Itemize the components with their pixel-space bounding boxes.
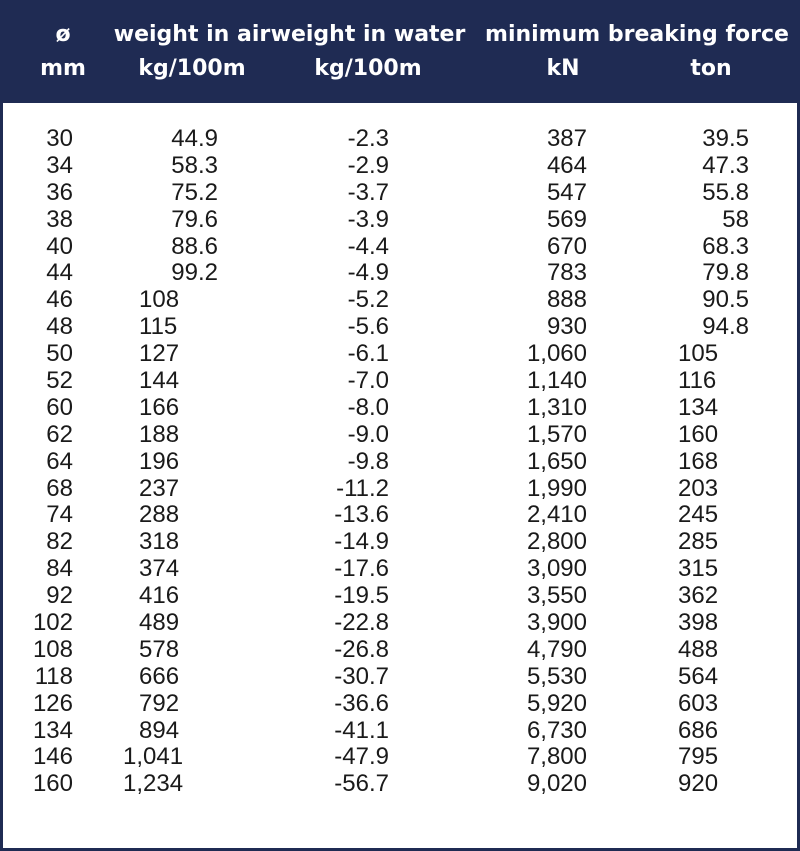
header-mbf [484,18,790,52]
cell-mbf-kn: 1,310 [526,393,587,421]
cell-weight-water: -36.6 [334,689,389,717]
cell-mbf-kn: 1,990 [526,474,587,502]
cell-weight-air: 237 [139,474,180,502]
cell-mbf-ton: 795 [678,743,719,771]
table-row [3,609,797,636]
cell-diameter: 60 [46,393,73,421]
cell-diameter: 38 [46,205,73,233]
cell-mbf-ton: 105 [678,340,719,368]
header-mbf-kn-unit: kN [546,56,580,81]
cell-weight-water: -5.6 [347,313,389,341]
cell-mbf-ton: 603 [678,689,719,717]
table-row [3,340,797,367]
cell-diameter: 50 [46,340,73,368]
cell-mbf-ton: 94.8 [702,313,749,341]
cell-mbf-ton: 920 [678,770,719,798]
cell-weight-water: -56.7 [334,770,389,798]
table-row [3,501,797,528]
cell-mbf-ton: 58 [722,205,749,233]
cell-mbf-kn: 7,800 [526,743,587,771]
cell-weight-water: -47.9 [334,743,389,771]
table-row [3,394,797,421]
table-row [3,770,797,797]
cell-weight-air: 108 [139,286,180,314]
cell-diameter: 34 [46,151,73,179]
cell-weight-water: -11.2 [336,474,389,502]
cell-mbf-kn: 9,020 [526,770,587,798]
cell-weight-air: 127 [139,340,180,368]
cell-mbf-kn: 1,140 [526,367,587,395]
cell-mbf-ton: 564 [678,662,719,690]
header-weight-air [97,18,287,86]
cell-weight-water: -26.8 [334,635,389,663]
cell-weight-air: 88.6 [171,232,218,260]
cell-mbf-kn: 5,920 [526,689,587,717]
cell-weight-air: 578 [139,635,180,663]
cell-mbf-kn: 2,410 [526,501,587,529]
cell-mbf-ton: 315 [678,555,719,583]
cell-diameter: 48 [46,313,73,341]
cell-weight-water: -3.7 [347,178,389,206]
table-row [3,367,797,394]
table-row [3,421,797,448]
cell-weight-water: -19.5 [334,582,389,610]
cell-mbf-ton: 398 [678,609,719,637]
cell-weight-air: 58.3 [171,151,218,179]
cell-weight-water: -5.2 [347,286,389,314]
cell-diameter: 84 [46,555,73,583]
cell-mbf-ton: 116 [678,367,717,395]
cell-mbf-kn: 4,790 [526,635,587,663]
cell-mbf-kn: 6,730 [526,716,587,744]
cell-weight-air: 1,234 [123,770,184,798]
cell-mbf-kn: 2,800 [526,528,587,556]
header-mbf-ton [671,52,751,86]
cell-diameter: 118 [34,662,73,690]
table-row [3,286,797,313]
cell-weight-air: 144 [139,367,180,395]
cell-weight-water: -3.9 [347,205,389,233]
cell-mbf-kn: 1,650 [526,447,587,475]
cell-weight-water: -2.3 [347,125,389,152]
cell-mbf-kn: 888 [546,286,587,314]
cell-weight-water: -13.6 [334,501,389,529]
cell-diameter: 36 [46,178,73,206]
cell-mbf-ton: 285 [678,528,719,556]
cell-mbf-ton: 245 [678,501,719,529]
header-mbf-label: minimum breaking force [485,22,789,47]
cell-weight-air: 489 [139,609,180,637]
cell-weight-air: 288 [139,501,180,529]
table-row [3,528,797,555]
cell-mbf-ton: 39.5 [702,125,749,152]
cell-mbf-ton: 160 [678,420,719,448]
header-weight-air-label: weight in air [113,22,271,47]
cell-weight-water: -2.9 [347,151,389,179]
table-row [3,152,797,179]
cell-diameter: 62 [46,420,73,448]
cell-mbf-ton: 79.8 [702,259,749,287]
cell-weight-water: -14.9 [334,528,389,556]
cell-weight-air: 115 [139,313,178,341]
cell-weight-air: 416 [139,582,180,610]
cell-weight-air: 75.2 [171,178,218,206]
cell-diameter: 146 [32,743,73,771]
cell-weight-air: 318 [139,528,180,556]
cell-weight-water: -8.0 [347,393,389,421]
cell-mbf-kn: 387 [546,125,587,152]
table-row [3,663,797,690]
header-weight-water-label: weight in water [270,22,466,47]
cell-weight-air: 196 [139,447,180,475]
cell-weight-water: -22.8 [334,609,389,637]
cell-mbf-kn: 3,550 [526,582,587,610]
table-row [3,179,797,206]
cell-weight-water: -9.8 [347,447,389,475]
header-diameter-symbol: ø [55,22,71,47]
cell-mbf-kn: 569 [546,205,587,233]
cell-diameter: 30 [46,125,73,152]
header-weight-air-unit: kg/100m [138,56,246,81]
cell-mbf-ton: 168 [678,447,719,475]
table-row [3,475,797,502]
cell-mbf-ton: 68.3 [702,232,749,260]
cell-mbf-ton: 90.5 [702,286,749,314]
cell-mbf-kn: 1,060 [526,340,587,368]
cell-weight-air: 188 [139,420,180,448]
table-row [3,582,797,609]
header-diameter-unit: mm [40,56,86,81]
cell-mbf-kn: 3,090 [526,555,587,583]
cell-weight-air: 79.6 [171,205,218,233]
cell-mbf-kn: 670 [546,232,587,260]
table-row [3,206,797,233]
header-mbf-ton-unit: ton [690,56,732,81]
cell-diameter: 160 [32,770,73,798]
cell-diameter: 40 [46,232,73,260]
cell-mbf-ton: 55.8 [702,178,749,206]
cell-diameter: 68 [46,474,73,502]
cell-weight-air: 894 [139,716,180,744]
cell-diameter: 108 [32,635,73,663]
header-diameter [38,18,88,86]
cell-diameter: 64 [46,447,73,475]
cell-weight-water: -9.0 [347,420,389,448]
cell-diameter: 44 [46,259,73,287]
cell-mbf-ton: 47.3 [702,151,749,179]
table-body [3,125,797,797]
cell-diameter: 52 [46,367,73,395]
table-header [3,3,797,103]
cell-diameter: 82 [46,528,73,556]
cell-weight-air: 1,041 [123,743,184,771]
cell-diameter: 134 [32,716,73,744]
cell-weight-water: -4.9 [347,259,389,287]
cell-mbf-kn: 464 [546,151,587,179]
table-row [3,555,797,582]
table-row [3,636,797,663]
cell-mbf-ton: 134 [678,393,719,421]
cell-weight-air: 792 [139,689,180,717]
cell-weight-water: -41.1 [334,716,389,744]
table-row [3,743,797,770]
cell-weight-water: -6.1 [347,340,389,368]
cell-weight-water: -7.0 [347,367,389,395]
cell-diameter: 102 [32,609,73,637]
cell-weight-air: 374 [139,555,180,583]
cell-diameter: 46 [46,286,73,314]
table-row [3,233,797,260]
cell-mbf-ton: 362 [678,582,719,610]
cell-mbf-kn: 3,900 [526,609,587,637]
table-row [3,259,797,286]
cell-mbf-ton: 203 [678,474,719,502]
cell-weight-air: 666 [139,662,180,690]
header-weight-water-unit: kg/100m [314,56,422,81]
table-row [3,717,797,744]
cell-mbf-kn: 547 [546,178,587,206]
cell-diameter: 74 [46,501,73,529]
cell-weight-air: 166 [139,393,180,421]
table-row [3,448,797,475]
cell-diameter: 126 [32,689,73,717]
cell-mbf-kn: 5,530 [526,662,587,690]
header-weight-water [269,18,467,86]
cell-weight-air: 99.2 [171,259,218,287]
table-row [3,313,797,340]
table-row [3,690,797,717]
cell-mbf-kn: 930 [546,313,587,341]
cell-diameter: 92 [46,582,73,610]
cell-weight-air: 44.9 [171,125,218,152]
cell-mbf-kn: 1,570 [526,420,587,448]
cell-mbf-kn: 783 [546,259,587,287]
cell-weight-water: -4.4 [347,232,389,260]
cell-mbf-ton: 488 [678,635,719,663]
table-row [3,125,797,152]
header-mbf-kn [523,52,603,86]
cell-weight-water: -17.6 [334,555,389,583]
cell-mbf-ton: 686 [678,716,719,744]
cell-weight-water: -30.7 [334,662,389,690]
